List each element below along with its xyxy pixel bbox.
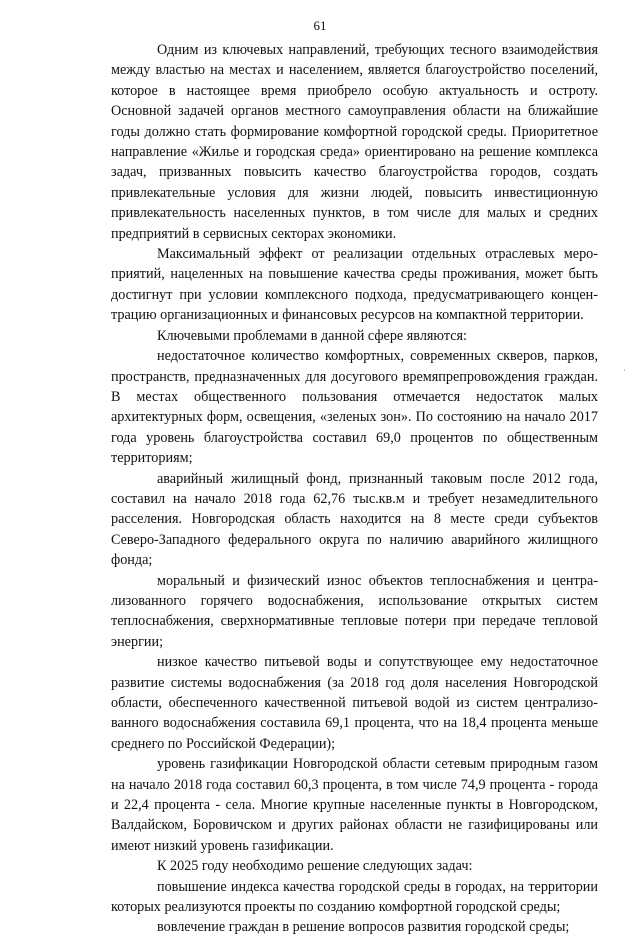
paragraph-improvement-intro: Одним из ключевых направлений, требующих тесного взаимодействия между властью на местах и населением, является благоустройство поселений, которое в настоящее время приобрело особую актуальность и остроту. Основной задачей органов местного самоуправления области на ближайшие годы должно стать формирование комфортной городской среды. Приоритетное направление «Жилье и городская среда» ориентировано на решение комплекса задач, призванных повысить качество благоустройства городов, создать привлекательные условия для жизни людей, повысить инвестиционную привлекательность населенных пунктов, в том числе для малых и средних предприятий в сервисных секторах экономики. — [111, 42, 598, 242]
paragraph-problem-emergency-housing: аварийный жилищный фонд, признанный таковым после 2012 года, составил на начало 2018 года 62,76 тыс.кв.м и требует незамедлительного расселения. Новгородская область находится на 8 месте среди субъектов Северо-Западного федерального округа по наличию аварийного жилищного фонда; — [111, 470, 598, 569]
document-body — [111, 40, 598, 938]
paragraph-key-problems-heading: Ключевыми проблемами в данной сфере являются: — [157, 327, 467, 344]
paragraph-problem-gasification: уровень газификации Новгородской области сетевым природным газом на начало 2018 года составил 60,3 процента, в том числе 74,9 процента - города и 22,4 процента - села. Многие крупные населенные пункты в Новгородском, Валдайском, Боровичском и других районах области не газифицированы или имеют низкий уровень газификации. — [111, 756, 598, 854]
paragraph-task-urban-index: повышение индекса качества городской среды в городах, на территории которых реализуются проекты по созданию комфортной городской среды; — [111, 878, 598, 916]
page-number: 61 — [313, 18, 327, 33]
paragraph-problem-water-quality: низкое качество питьевой воды и сопутствующее ему недостаточное развитие системы водоснабжения (за 2018 год доля населения Новгородской области, обеспеченного качественной питьевой водой из систем централизованного водоснабжения составила 69,1 процента, что на 18,4 процента меньше среднего по Российской Федерации); — [111, 654, 598, 752]
paragraph-problem-heat-supply: моральный и физический износ объектов теплоснабжения и централизованного горячего водоснабжения, использование открытых систем теплоснабжения, сверхнормативные тепловые потери при передаче тепловой энергии; — [111, 572, 598, 650]
paragraph-task-citizen-involvement: вовлечение граждан в решение вопросов развития городской среды; — [157, 919, 570, 936]
paragraph-tasks-2025-heading: К 2025 году необходимо решение следующих задач: — [157, 858, 473, 875]
scan-margin-mark: · — [623, 366, 626, 375]
paragraph-problem-public-spaces: недостаточное количество комфортных, современных скверов, парков, пространств, предназначенных для досугового времяпрепровождения граждан. В местах общественного пользования отмечается недостаток малых архитектурных форм, освещения, «зеленых зон». По состоянию на начало 2017 года уровень благоустройства составил 69,0 процентов по общественным территориям; — [111, 348, 598, 467]
paragraph-maximum-effect: Максимальный эффект от реализации отдельных отраслевых мероприятий, нацеленных на повышение качества среды проживания, может быть достигнут при условии комплексного подхода, предусматривающего концентрацию организационных и финансовых ресурсов на компактной территории. — [111, 246, 598, 324]
